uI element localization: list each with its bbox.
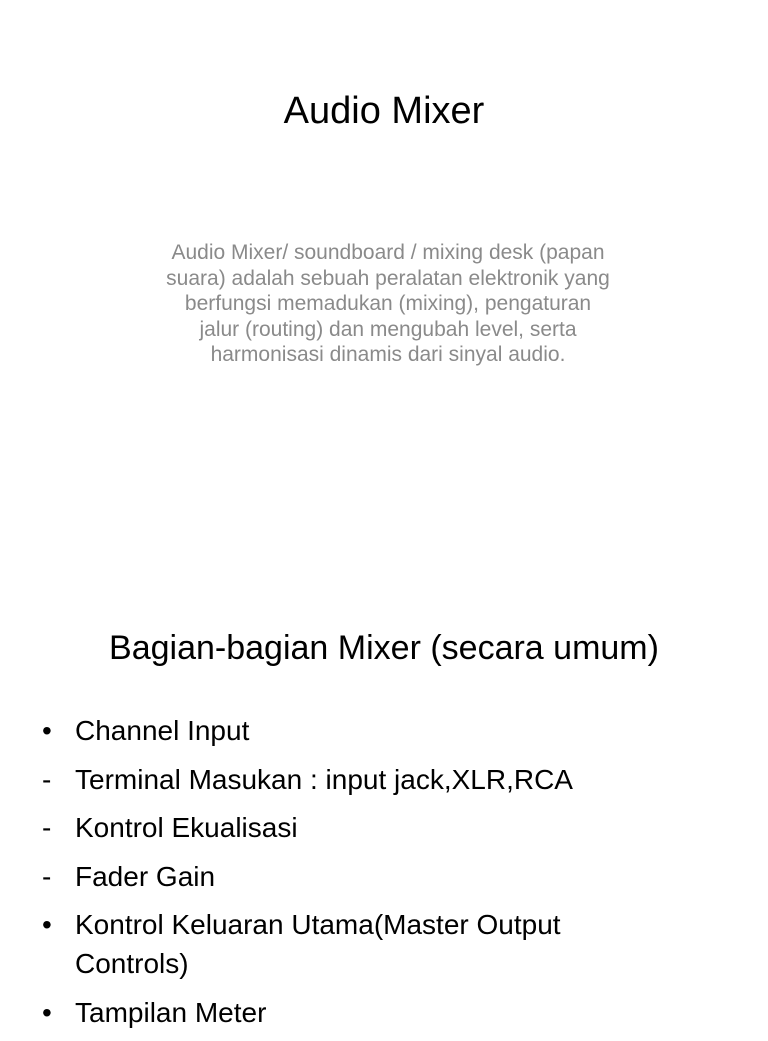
bullet-marker: • [42, 909, 52, 940]
list-item-text: Kontrol Ekualisasi [75, 812, 298, 843]
list-item-text: Terminal Masukan : input jack,XLR,RCA [75, 763, 573, 795]
slide-description [116, 240, 660, 368]
slide-mixer-parts [0, 576, 768, 1028]
list-item [40, 857, 740, 896]
description-line: Audio Mixer/ soundboard / mixing desk (papan [171, 241, 605, 264]
list-item [40, 993, 740, 1032]
dash-marker: - [42, 860, 52, 892]
list-item [40, 808, 740, 847]
dash-marker: - [42, 763, 52, 795]
description-line: suara) adalah sebuah peralatan elektronik yang [166, 266, 610, 290]
list-item [40, 905, 740, 983]
list-item-text: Fader Gain [75, 860, 216, 892]
dash-marker: - [42, 812, 52, 843]
description-line: harmonisasi dinamis dari sinyal audio. [210, 343, 566, 366]
description-line: berfungsi memadukan (mixing), pengaturan [184, 292, 592, 315]
bullet-marker: • [42, 715, 52, 746]
list-item-text: Channel Input [75, 715, 250, 746]
list-item [40, 711, 740, 750]
list-item-text: Kontrol Keluaran Utama(Master Output [75, 909, 561, 940]
parts-list [40, 711, 740, 1041]
list-item [40, 760, 740, 799]
bullet-marker: • [42, 996, 52, 1028]
list-item-text-continued: Controls) [75, 948, 189, 979]
list-item-text: Tampilan Meter [75, 996, 267, 1028]
description-line: jalur (routing) dan mengubah level, serta [199, 317, 577, 341]
slide-heading: Bagian-bagian Mixer (secara umum) [109, 629, 659, 667]
slide-title: Audio Mixer [283, 90, 485, 132]
